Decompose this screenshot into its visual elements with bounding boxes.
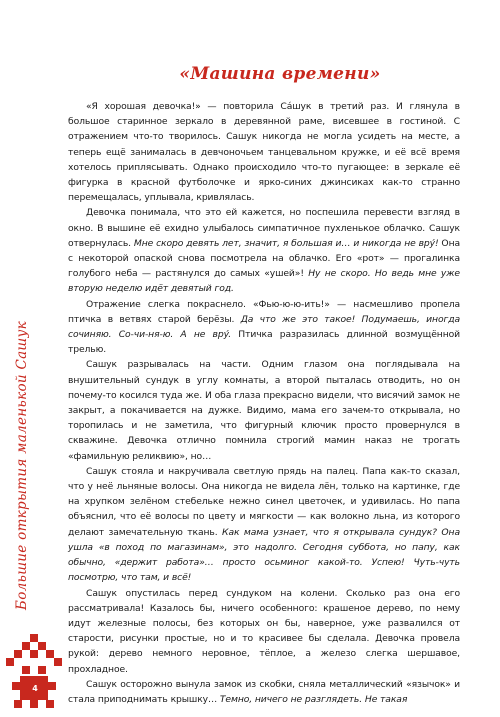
text-run: Сашук стояла и накручивала светлую прядь на палец. Папа как-то сказал, что у неё льняные волосы. Она никогда не видела лён, только на картинке, где на хрупком зелёном стебельке нежно синел цветочек, и удивилась. Но папа объяснил, что её волосы по цвету и мягкости — как волокно льна, из которого делают замечательную ткань. [68, 465, 460, 538]
paragraph [68, 297, 460, 358]
italic-text-run: Мне скоро девять лет, значит, я большая и… и никогда не врý! [133, 237, 439, 249]
paragraph [68, 357, 460, 463]
paragraph [68, 99, 460, 205]
text-run: Сашук разрывалась на части. Одним глазом она поглядывала на внушительный сундук в углу комнаты, а второй пыталась отводить, но он почему-то косился туда же. И оба глаза прекрасно видели, что висячий замок не закрыт, а покачивается на дужке. Видимо, мама его зачем-то открывала, но торопилась и не заметила, что фигурный ключик просто провернулся в скважине. Девочка отлично помнила строгий мамин наказ не трогать «фамильную реликвию», но… [68, 359, 460, 462]
body-text [68, 99, 460, 707]
italic-text-run: Как мама узнает, что я открывала сундук? Она ушла «в поход по магазинам», это надолго. Сегодня суббота, но папу, как обычно, «держит работа»… просто осьминог какой-то. Успею! Чуть-чуть посмотрю, что там, и всё! [68, 526, 460, 584]
chapter-title: «Машина времени» [179, 64, 381, 84]
text-run: Птичка разразилась длинной возмущённой трелью. [68, 329, 460, 356]
text-run: Девочка понимала, что это ей кажется, но поспешила перевести взгляд в окно. В вышине её ехидно улыбалось симпатичное пухленькое облачко. Сашук отвернулась. [68, 207, 460, 249]
paragraph [68, 677, 460, 707]
folk-ornament-icon [6, 632, 62, 708]
paragraph [68, 205, 460, 296]
italic-text-run: Ну не скоро. Но ведь мне уже вторую неделю идёт девятый год. [68, 268, 460, 295]
text-run: Она с некоторой опаской снова посмотрела на облачко. Его «рот» — прогалинка голубого неба — растянулся до самых «ушей»! [68, 237, 461, 280]
running-side-title: Большие открытия маленькой Сашук [14, 320, 30, 610]
italic-text-run: Да что же это такое! Подумаешь, иногда сочиняю. Со-чи-ня-ю. А не врý. [68, 313, 460, 341]
text-run: «Я хорошая девочка!» — повторила Сáшук в третий раз. И глянула в большое старинное зеркало в деревянной раме, висевшее в гостиной. С отражением что-то творилось. Сашук никогда не могла усидеть на месте, а теперь ещё занималась в девчоночьем танцевальном кружке, и её всё время хотелось приплясывать. Однако происходило что-то пугающее: в зеркале её фигурка в красной футболочке и ярко-синих джинсиках как-то странно перемещалась, уплывала, кривлялась. [68, 101, 460, 204]
paragraph [68, 586, 460, 677]
page-number: 4 [32, 684, 38, 693]
italic-text-run: Темно, ничего не разглядеть. Не такая [219, 693, 408, 705]
paragraph [68, 464, 460, 586]
text-run: Сашук опустилась перед сундуком на колени. Сколько раз она его рассматривала! Казалось бы, ничего особенного: крашеное дерево, по нему идут железные полосы, без которых он бы, наверное, уже развалился от старости, рисунки простые, но и то красивее бы сделала. Девочка провела рукой: дерево немного неровное, тёплое, а железо слегка шершавое, прохладное. [68, 587, 460, 675]
text-run: Отражение слегка покраснело. «Фью-ю-ю-ить!» — насмешливо пропела птичка в ветвях старой берёзы. [68, 298, 460, 325]
text-run: Сашук осторожно вынула замок из скобки, сняла металлический «язычок» и стала приподнимать крышку… [68, 678, 460, 705]
